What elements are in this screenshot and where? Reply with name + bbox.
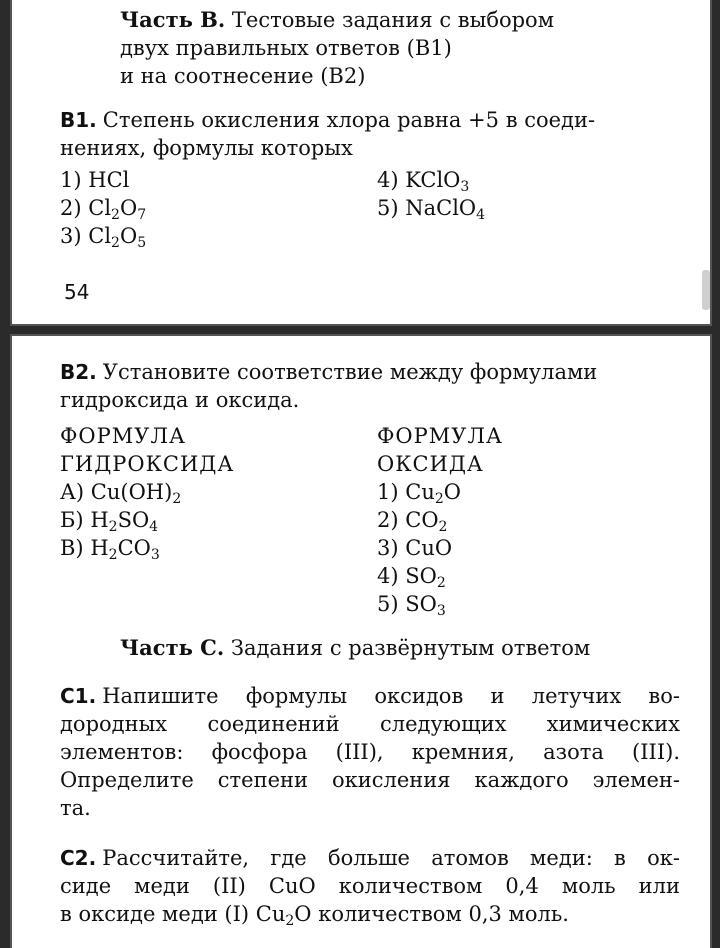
c1-text-4: Определите степени окисления каждого элемен- bbox=[60, 768, 680, 792]
part-b-label: Часть В. bbox=[120, 7, 226, 32]
b2-oxide-1: 1) $Cu_2O$ bbox=[377, 480, 461, 507]
b2-oxide-4: 4) $SO_2$ bbox=[377, 564, 446, 591]
part-b-title-1: Тестовые задания с выбором bbox=[231, 8, 555, 32]
b1-option-5: 5) NaClO$_4$ bbox=[377, 196, 486, 223]
c1-text-5: та. bbox=[60, 796, 91, 820]
question-b1 bbox=[60, 106, 680, 162]
question-b2 bbox=[60, 358, 680, 414]
c1-text-2: дородных соединений следующих химических bbox=[60, 712, 680, 736]
page-top bbox=[10, 0, 712, 326]
question-c1 bbox=[60, 682, 680, 822]
b1-text-2: нениях, формулы которых bbox=[60, 136, 353, 160]
c1-text-1: Напишите формулы оксидов и летучих во- bbox=[102, 684, 680, 708]
b1-tag: В1. bbox=[60, 108, 97, 132]
b2-text-2: гидроксида и оксида. bbox=[60, 388, 300, 412]
b2-right-heading-1: ФОРМУЛА bbox=[377, 424, 503, 448]
b2-tag: В2. bbox=[60, 360, 97, 384]
scrollbar-thumb[interactable] bbox=[702, 270, 710, 310]
c2-text-3: в оксиде меди (I) $Cu_2O$ количеством 0,3 моль. bbox=[60, 902, 569, 929]
b1-option-1: 1) HCl bbox=[60, 168, 130, 192]
question-c2 bbox=[60, 844, 680, 928]
c2-text-2: сиде меди (II) CuO количеством 0,4 моль или bbox=[60, 874, 680, 898]
b2-hydroxide-b: Б) $H_2SO_4$ bbox=[60, 508, 159, 535]
b2-right-heading-2: ОКСИДА bbox=[377, 452, 484, 476]
b2-left-heading-1: ФОРМУЛА bbox=[60, 424, 186, 448]
c2-tag: С2. bbox=[60, 846, 97, 870]
part-c-label: Часть С. bbox=[120, 635, 225, 660]
b2-oxide-5: 5) $SO_3$ bbox=[377, 592, 446, 619]
c1-tag: С1. bbox=[60, 684, 97, 708]
b2-text-1: Установите соответствие между формулами bbox=[102, 360, 598, 384]
page-bottom bbox=[10, 334, 712, 948]
b2-left-heading-2: ГИДРОКСИДА bbox=[60, 452, 235, 476]
part-b-title-2: двух правильных ответов (В1) bbox=[120, 36, 452, 60]
page-number: 54 bbox=[64, 280, 90, 304]
part-b-title-3: и на соотнесение (В2) bbox=[120, 64, 366, 88]
b2-hydroxide-a: А) $Cu(OH)_2$ bbox=[60, 480, 182, 507]
c1-text-3: элементов: фосфора (III), кремния, азота (III). bbox=[60, 740, 680, 764]
b2-oxide-2: 2) $CO_2$ bbox=[377, 508, 448, 535]
b2-oxide-3: 3) CuO bbox=[377, 536, 453, 560]
b1-option-4: 4) KClO$_3$ bbox=[377, 168, 470, 195]
part-c-heading bbox=[120, 634, 590, 662]
c2-text-1: Рассчитайте, где больше атомов меди: в ок- bbox=[102, 846, 680, 870]
part-c-title: Задания с развёрнутым ответом bbox=[230, 636, 591, 660]
b1-option-3: 3) $Cl_2O_5$ bbox=[60, 224, 147, 251]
b1-text-1: Степень окисления хлора равна +5 в соеди- bbox=[102, 108, 596, 132]
b1-option-2: 2) $Cl_2O_7$ bbox=[60, 196, 147, 223]
b2-hydroxide-c: В) $H_2CO_3$ bbox=[60, 536, 160, 563]
part-b-heading bbox=[120, 6, 554, 90]
